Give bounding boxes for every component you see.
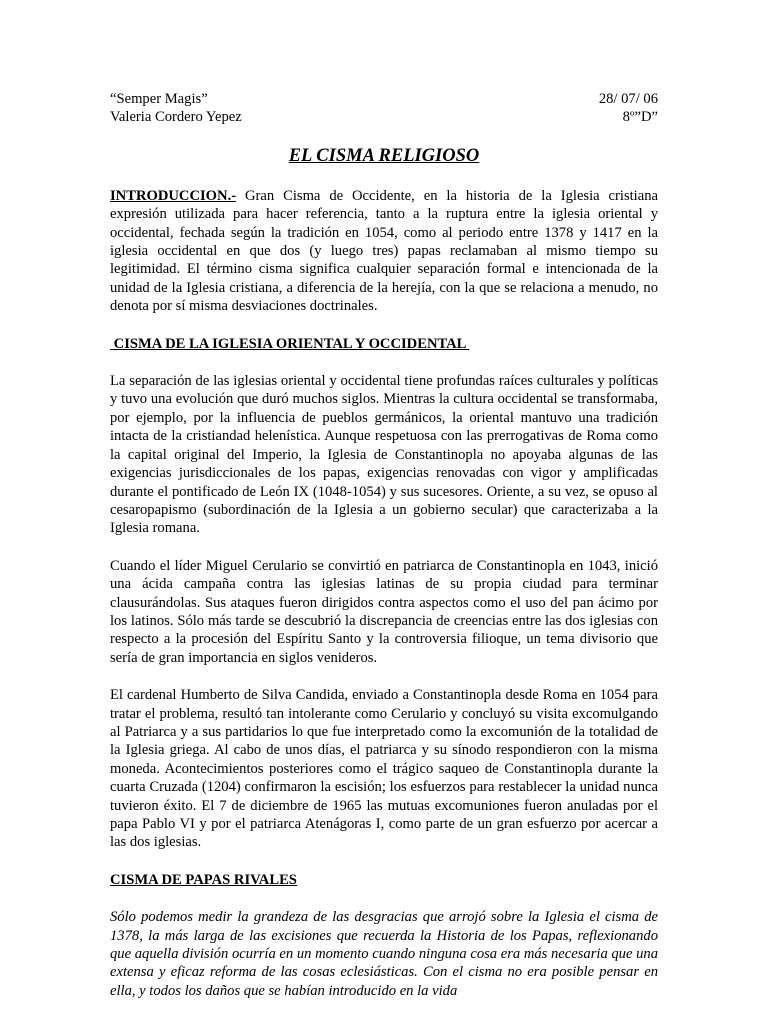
intro-lead: INTRODUCCION.-	[110, 187, 237, 204]
section1-paragraph-2: Cuando el líder Miguel Cerulario se convirtió en patriarca de Constantinopla en 1043, inició una ácida campaña contra las iglesias latinas de su propia ciudad para terminar clausurándolas. Sus ataques fueron dirigidos contra aspectos como el uso del pan ácimo por los latinos. Sólo más tarde se descubrió la discrepancia de creencias entre las dos iglesias con respecto a la procesión del Espíritu Santo y la controversia filioque, un tema divisorio que sería de gran importancia en siglos venideros.	[110, 557, 658, 666]
intro-paragraph	[110, 187, 658, 316]
header-row-1	[110, 90, 658, 108]
section2-paragraph-1: Sólo podemos medir la grandeza de las desgracias que arrojó sobre la Iglesia el cisma de 1378, la más larga de las excisiones que recuerda la Historia de los Papas, reflexionando que aquella división ocurría en un momento cuando ninguna cosa era más necesaria que una extensa y eficaz reforma de las cosas eclesiásticas. Con el cisma no era posible pensar en ella, y todos los daños que se habían introducido en la vida	[110, 909, 658, 999]
section1-paragraph-1: La separación de las iglesias oriental y occidental tiene profundas raíces culturales y políticas y tuvo una evolución que duró muchos siglos. Mientras la cultura occidental se transformaba, por ejemplo, por la influencia de pueblos germánicos, la oriental mantuvo una tradición intacta de la cristiandad helenística. Aunque respetuosa con las prerrogativas de Roma como la capital original del Imperio, la Iglesia de Constantinopla no apoyaba algunas de las exigencias jurisdiccionales de los papas, exigencias renovadas con vigor y amplificadas durante el pontificado de León IX (1048-1054) y sus sucesores. Oriente, a su vez, se opuso al cesaropapismo (subordinación de la Iglesia a un gobierno secular) que caracterizaba a la Iglesia romana.	[110, 373, 658, 537]
grade-label: 8º”D”	[622, 109, 658, 126]
header-row-2	[110, 108, 658, 126]
author-name: Valeria Cordero Yepez	[110, 109, 242, 126]
document-date: 28/ 07/ 06	[598, 91, 658, 107]
intro-text: Gran Cisma de Occidente, en la historia de la Iglesia cristiana expresión utilizada para hacer referencia, tanto a la ruptura entre la iglesia oriental y occidental, fechada según la tradición en 1054, como al periodo entre 1378 y 1417 en la iglesia occidental en que dos (y luego tres) papas reclamaban al mismo tiempo su legitimidad. El término cisma significa cualquier separación formal e intencionada de la unidad de la Iglesia cristiana, a diferencia de la herejía, con la que se relaciona a menudo, no denota por sí misma desviaciones doctrinales.	[110, 187, 658, 315]
section-heading-rival-popes: CISMA DE PAPAS RIVALES	[110, 871, 297, 888]
document-page	[110, 90, 658, 1019]
document-title: EL CISMA RELIGIOSO	[288, 145, 480, 166]
section1-paragraph-3: El cardenal Humberto de Silva Candida, enviado a Constantinopla desde Roma en 1054 para tratar el problema, resultó tan intolerante como Cerulario y concluyó su visita excomulgando al Patriarca y a sus partidarios lo que fue interpretado como la excomunión de la totalidad de la Iglesia griega. Al cabo de unos días, el patriarca y su sínodo respondieron con la misma moneda. Acontecimientos posteriores como el trágico saqueo de Constantinopla durante la cuarta Cruzada (1204) confirmaron la escisión; los esfuerzos para restablecer la unidad nunca tuvieron éxito. El 7 de diciembre de 1965 las mutuas excomuniones fueron anuladas por el papa Pablo VI y por el patriarca Atenágoras I, como parte de un gran esfuerzo por acercar a las dos iglesias.	[110, 687, 658, 851]
section-heading-eastern-western: CISMA DE LA IGLESIA ORIENTAL Y OCCIDENTAL	[110, 335, 470, 352]
school-motto: “Semper Magis”	[110, 91, 208, 107]
